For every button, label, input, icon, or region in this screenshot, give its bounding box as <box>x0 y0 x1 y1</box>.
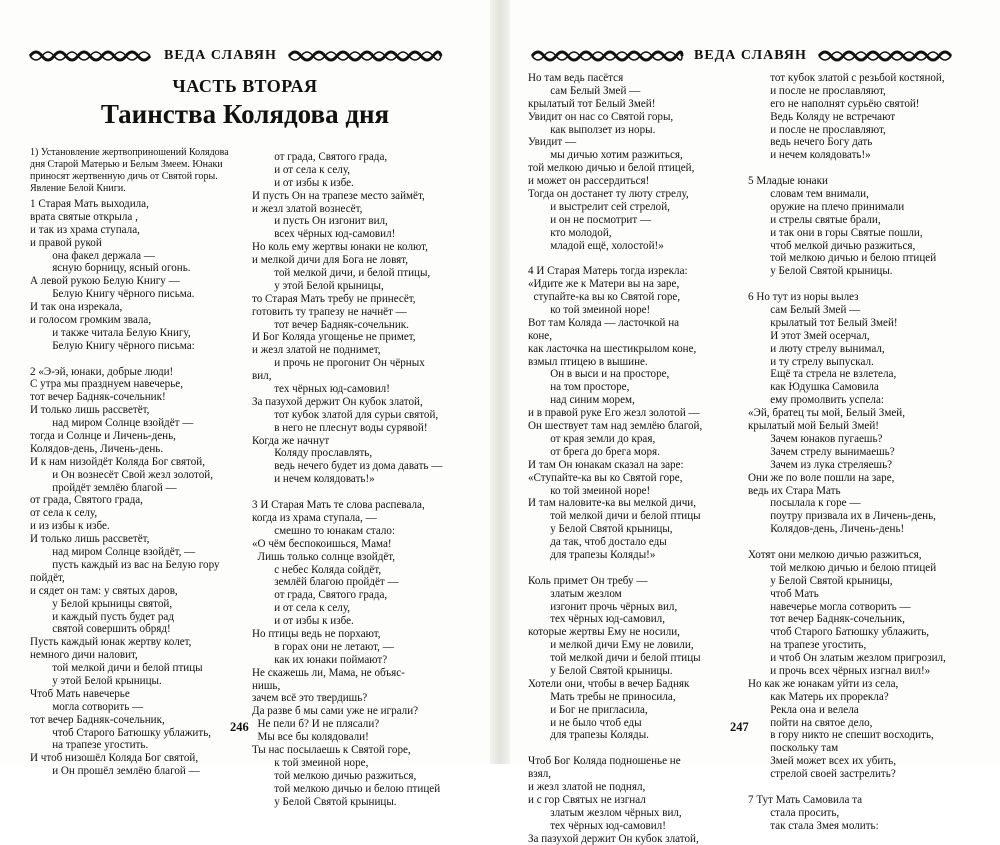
verse-line: 4 И Старая Матерь тогда изрекла: <box>528 265 688 278</box>
verse-line: Зачем юнаков пугаешь? <box>748 432 883 445</box>
verse-line: в горах они не летают, — <box>252 640 394 653</box>
verse-line: от брега до брега моря. <box>528 445 660 458</box>
verse-line: у этой Белой крыницы. <box>30 674 162 687</box>
verse-line: ко той змеиной норе! <box>528 304 651 317</box>
verse-line: Змей может всех их убить, <box>748 755 897 768</box>
verse-line: и чтоб Он златым жезлом пригрозил, <box>748 652 946 665</box>
verse-line: от града, Святого града, <box>252 589 388 602</box>
verse-line <box>528 562 702 575</box>
verse-line: «Эй, братец ты мой, Белый Змей, <box>748 407 905 420</box>
verse-line: 1 Старая Мать выходила, <box>30 198 149 210</box>
verse-line: землёй благою пройдёт — <box>252 576 399 589</box>
verse-line: Он в выси и на просторе, <box>528 368 670 381</box>
running-header-title: ВЕДА СЛАВЯН <box>694 48 807 63</box>
verse-line: Тогда он достанет ту люту стрелу, <box>528 188 689 201</box>
verse-line: Колядов-день, Личень-день! <box>748 523 905 536</box>
verse-line: ясную борницу, ясный огонь. <box>30 262 191 275</box>
verse-line: навечерье могла сотворить — <box>748 600 911 613</box>
verse-line: от села к селу, <box>30 507 98 520</box>
verse-line: И Бог Коляда угощенье не примет, <box>252 331 416 344</box>
verse-line: И там наловите-ка вы мелкой дичи, <box>528 497 696 510</box>
verse-line: и от избы к избе. <box>252 615 354 628</box>
verse-line: златым жезлом <box>528 587 622 600</box>
verse-line: крылатый тот Белый Змей! <box>748 316 898 329</box>
verse-line: оружие на плечо принимали <box>748 200 905 213</box>
verse-line: и Бог не пригласила, <box>528 703 648 716</box>
verse-line: и жезл златой вознесёт, <box>252 202 363 215</box>
verse-line: 7 Тут Мать Самовила та <box>748 793 863 806</box>
verse-line: Зачем из лука стреляешь? <box>748 458 893 471</box>
left-page <box>0 0 490 808</box>
verse-line: чтоб Старого Батюшку ублажить, <box>30 726 212 739</box>
verse-line: и после не прославляют, <box>748 123 886 136</box>
verse-line: той мелкой дичи, и белой птицы, <box>252 267 431 280</box>
verse-line: поскольку там <box>748 742 839 755</box>
verse-line: изгонит прочь чёрных вил, <box>528 600 678 613</box>
verse-line: и после не прославляют, <box>748 84 886 97</box>
verse-line: златым жезлом чёрных вил, <box>528 806 682 819</box>
verse-line: мы дичью хотим разжиться, <box>528 149 683 162</box>
verse-line: на том просторе, <box>528 381 630 394</box>
verse-line: Он шествует там над землёю благой, <box>528 420 703 433</box>
verse-line: приносят жертвенную дичь от Святой горы. <box>30 170 218 182</box>
verse-line: Хотели они, чтобы в вечер Бадняк <box>528 677 690 690</box>
right-page-column-1 <box>528 72 702 845</box>
verse-line: стрелой своей застрелить? <box>748 768 896 781</box>
verse-line: пусть каждый из вас на Белую гору <box>30 558 220 571</box>
verse-line: и голосом громким звала, <box>30 314 152 327</box>
verse-line: пойти на святое дело, <box>748 716 873 729</box>
verse-line: у Белой Святой крыницы, <box>528 523 673 536</box>
verse-line: той мелкою дичью и белою птицей <box>748 561 937 574</box>
verse-line: и выстрелит сей стрелой, <box>528 200 670 213</box>
verse-line: она факел держала — <box>30 249 155 262</box>
verse-line: взмыл птицею в вышине. <box>528 355 648 368</box>
verse-line: той мелкою дичью и белою птицей <box>252 782 441 795</box>
verse-line: и он не посмотрит — <box>528 213 652 226</box>
verse-line: Увидит — <box>528 136 577 149</box>
verse-line: ведь нечего будет из дома давать — <box>252 460 443 473</box>
verse-line: С утра мы празднуем навечерье, <box>30 378 183 391</box>
verse-line: Мы все бы колядовали! <box>252 731 369 744</box>
verse-line: 6 Но тут из норы вылез <box>748 291 859 304</box>
ornament-left-icon <box>528 46 686 66</box>
verse-line: За пазухой держит Он кубок златой, <box>252 395 423 408</box>
verse-line: Они же по воле пошли на заре, <box>748 471 895 484</box>
verse-line: над синим морем, <box>528 394 635 407</box>
verse-line: его не наполнят сурьёю святой! <box>748 97 920 110</box>
verse-line: ступайте-ка вы ко Святой горе, <box>528 291 681 304</box>
running-header-title: ВЕДА СЛАВЯН <box>164 48 277 63</box>
verse-line: так стала Змея молить: <box>748 819 879 832</box>
verse-line: ко той змеиной норе! <box>528 484 651 497</box>
verse-line: как Юдушка Самовила <box>748 381 879 394</box>
verse-line: и мелкой дичи Ему не ловили, <box>528 639 694 652</box>
chapter-synopsis <box>30 147 229 195</box>
verse-line: над миром Солнце взойдёт, — <box>30 546 196 559</box>
verse-line: как выползет из норы. <box>528 123 656 136</box>
verse-line: и жезл златой не поднимет, <box>252 344 381 357</box>
left-running-header <box>26 44 445 68</box>
verse-line: Хотят они мелкою дичью разжиться, <box>748 548 922 561</box>
verse-line: и ту стрелу выпускал. <box>748 355 874 368</box>
verse-line: Явление Белой Книги. <box>30 182 126 194</box>
verse-line: у этой Белой крыницы, <box>252 279 384 292</box>
verse-line: И к нам низойдёт Коляда Бог святой, <box>30 455 206 468</box>
verse-line: тот вечер Бадняк-сочельник! <box>30 391 166 404</box>
verse-line: нишь, <box>252 679 281 692</box>
verse-line: с небес Коляда сойдёт, <box>252 563 382 576</box>
verse-line: врата святые открыла , <box>30 210 138 223</box>
ornament-right-icon <box>285 46 445 66</box>
verse-line: тот кубок златой с резьбой костяной, <box>748 72 945 84</box>
verse-line: чтоб мелкой дичью разжиться, <box>748 239 916 252</box>
verse-line: на трапезе угостить, <box>748 639 867 652</box>
verse-line: к той змеиной норе, <box>252 756 369 769</box>
verse-line: и люту стрелу вынимал, <box>748 342 885 355</box>
verse-line: «О чём беспокоишься, Мама! <box>252 537 392 550</box>
verse-line: зачем всё это твердишь? <box>252 692 368 705</box>
verse-line <box>748 781 946 794</box>
verse-line <box>528 742 702 755</box>
verse-line: и прочь всех чёрных изгнал вил!» <box>748 664 931 677</box>
verse-line: и может он рассердиться! <box>528 175 650 188</box>
verse-line: тех чёрных юд-самовил! <box>528 819 666 832</box>
verse-line: у Белой Святой крыницы, <box>748 574 893 587</box>
right-page <box>510 0 1000 845</box>
verse-line: За пазухой держит Он кубок златой, <box>528 832 699 845</box>
verse-line: чтоб Старого Батюшку ублажить, <box>748 626 930 639</box>
verse-line: и из избы к избе. <box>30 520 110 533</box>
verse-line <box>528 252 702 265</box>
verse-line: и также читала Белую Книгу, <box>30 326 191 339</box>
verse-line: посылала к горе — <box>748 497 861 510</box>
verse-line <box>748 278 946 291</box>
verse-line: для трапезы Коляды. <box>528 729 649 742</box>
verse-line: тех чёрных юд-самовил! <box>252 383 390 396</box>
verse-line: могла сотворить — <box>30 700 144 713</box>
book-gutter <box>490 0 510 764</box>
verse-line: которые жертвы Ему не носили, <box>528 626 680 639</box>
verse-line: и от избы к избе. <box>252 176 354 189</box>
left-page-column-1 <box>30 198 220 778</box>
verse-line: над миром Солнце взойдёт — <box>30 417 194 430</box>
verse-line: Белую Книгу чёрного письма: <box>30 339 195 352</box>
verse-line <box>748 536 946 549</box>
verse-line: И только лишь рассветёт, <box>30 533 150 546</box>
verse-line <box>252 486 442 499</box>
verse-line: и с гор Святых не изгнал <box>528 793 646 806</box>
verse-line: Не пели б? И не плясали? <box>252 718 380 731</box>
verse-line: И там Он юнакам сказал на заре: <box>528 458 684 471</box>
verse-line: вил, <box>252 370 272 383</box>
verse-line: у Белой Святой крыницы. <box>528 664 673 677</box>
verse-line: Белую Книгу чёрного письма. <box>30 288 195 301</box>
verse-line: Да разве б мы сами уже не играли? <box>252 705 419 718</box>
verse-line: как Матерь их прорекла? <box>748 690 889 703</box>
verse-line: той мелкой дичи и белой птицы <box>528 652 701 665</box>
verse-line: Вот там Коляда — ласточкой на <box>528 316 680 329</box>
verse-line: и в правой руке Его жезл золотой — <box>528 407 700 420</box>
verse-line: то Старая Мать требу не принесёт, <box>252 292 416 305</box>
verse-line: ему промолвить успела: <box>748 394 884 407</box>
verse-line: И чтоб низошёл Коляда Бог святой, <box>30 752 199 765</box>
verse-line: и сядет он там: у святых даров, <box>30 584 178 597</box>
verse-line: и так они в горы Святые пошли, <box>748 226 923 239</box>
verse-line: Ещё та стрела не взлетела, <box>748 368 897 381</box>
verse-line: А левой рукою Белую Книгу — <box>30 275 180 288</box>
verse-line: тот вечер Бадняк-сочельник. <box>252 318 409 331</box>
verse-line: Но как же юнакам уйти из села, <box>748 677 899 690</box>
verse-line: Увидит он нас со Святой горы, <box>528 110 674 123</box>
left-page-column-2 <box>252 151 442 808</box>
verse-line: и Он прошёл землёю благой — <box>30 765 200 778</box>
verse-line: Не скажешь ли, Мама, не объяс- <box>252 666 405 679</box>
verse-line: Пусть каждый юнак жертву колет, <box>30 636 192 649</box>
verse-line: И так она изрекала, <box>30 301 123 314</box>
part-title: ЧАСТЬ ВТОРАЯ <box>172 76 318 96</box>
verse-line: Ты нас посылаешь к Святой горе, <box>252 743 411 756</box>
verse-line: Но птицы ведь не порхают, <box>252 627 381 640</box>
verse-line: «Идите же к Матери вы на заре, <box>528 278 680 291</box>
ornament-right-icon <box>815 46 955 66</box>
verse-line: и жезл златой не поднял, <box>528 780 646 793</box>
verse-line: Когда же начнут <box>252 434 330 447</box>
verse-line: всех чёрных юд-самовил! <box>252 228 396 241</box>
verse-line: Ведь Коляду не встречают <box>748 110 896 123</box>
verse-line: да так, чтоб достало еды <box>528 536 667 549</box>
verse-line: святой совершить обряд! <box>30 623 171 636</box>
verse-line: И этот Змей осерчал, <box>748 329 870 342</box>
verse-line: тот кубок златой для сурьи святой, <box>252 408 439 421</box>
verse-line <box>30 353 220 366</box>
verse-line: и от села к селу, <box>252 163 351 176</box>
right-running-header <box>528 44 955 68</box>
verse-line: ведь нечего Богу дать <box>748 136 873 149</box>
verse-line: сам Белый Змей — <box>528 84 641 97</box>
ornament-left-icon <box>26 46 156 66</box>
verse-line: на трапезе угостить. <box>30 739 149 752</box>
verse-line: у Белой крыницы святой, <box>30 597 173 610</box>
verse-line: той мелкою дичью и белой птицей, <box>528 162 695 175</box>
page-number-left: 246 <box>230 720 249 734</box>
verse-line: у Белой Святой крыницы. <box>252 795 397 808</box>
verse-line: и прочь не прогонит Он чёрных <box>252 357 425 370</box>
verse-line: тот вечер Бадняк-сочельник, <box>748 613 905 626</box>
page-number-right: 247 <box>730 720 749 734</box>
verse-line: и так из храма ступала, <box>30 223 140 236</box>
verse-line: той мелкою дичью и белою птицей <box>748 252 937 265</box>
verse-line: тех чёрных юд-самовил, <box>528 613 665 626</box>
verse-line: взял, <box>528 768 552 781</box>
verse-line: «Ступайте-ка вы ко Святой горе, <box>528 471 683 484</box>
verse-line: Но там ведь пасётся <box>528 72 624 84</box>
verse-line <box>748 162 946 175</box>
verse-line: и пусть Он изгонит вил, <box>252 215 388 228</box>
verse-line: стала просить, <box>748 806 840 819</box>
verse-line: и нечем колядовать!» <box>252 473 375 486</box>
verse-line: и каждый пусть будет рад <box>30 610 174 623</box>
verse-line: Лишь только солнце взойдёт, <box>252 550 396 563</box>
verse-line: младой ещё, холостой!» <box>528 239 664 252</box>
verse-line: готовить ту трапезу не начнёт — <box>252 305 407 318</box>
verse-line: в него не плеснут воды сурявой! <box>252 421 428 434</box>
chapter-title: Таинства Колядова дня <box>100 99 390 129</box>
verse-line: словам тем внимали, <box>748 188 869 201</box>
verse-line: той мелкой дичи и белой птицы <box>528 510 701 523</box>
verse-line: Зачем стрелу вынимаешь? <box>748 445 895 458</box>
verse-line: Коляду прославлять, <box>252 447 373 460</box>
verse-line: пойдёт, <box>30 571 65 584</box>
right-page-column-2 <box>748 72 946 833</box>
verse-line: Чтоб Мать навечерье <box>30 687 130 700</box>
verse-line: смешно то юнакам стало: <box>252 524 396 537</box>
verse-line: и Он вознесёт Свой жезл золотой, <box>30 468 214 481</box>
verse-line: ведь их Стара Мать <box>748 484 841 497</box>
verse-line: той мелкой дичи и белой птицы <box>30 662 203 675</box>
verse-line: для трапезы Коляды!» <box>528 548 656 561</box>
verse-line: как их юнаки поймают? <box>252 653 388 666</box>
verse-line: Рекла она и велела <box>748 703 859 716</box>
verse-line: 5 Младые юнаки <box>748 175 828 188</box>
verse-line: тот вечер Бадняк-сочельник, <box>30 713 165 726</box>
verse-line: и стрелы святые брали, <box>748 213 881 226</box>
verse-line: Чтоб Бог Коляда подношенье не <box>528 755 681 768</box>
verse-line: и от села к селу, <box>252 602 351 615</box>
verse-line: крылатый мой Белый Змей! <box>748 420 879 433</box>
verse-line: как ласточка на шестикрылом коне, <box>528 342 697 355</box>
verse-line: и мелкой дичи для Бога не ловят, <box>252 254 409 267</box>
verse-line: в гору никто не спешит восходить, <box>748 729 934 742</box>
verse-line: и нечем колядовать!» <box>748 149 871 162</box>
verse-line: и правой рукой <box>30 236 102 249</box>
verse-line: Колядов-день, Личень-день. <box>30 442 164 455</box>
verse-line: тогда и Солнце и Личень-день, <box>30 430 176 443</box>
verse-line: И только лишь рассветёт, <box>30 404 150 417</box>
verse-line: крылатый тот Белый Змей! <box>528 97 656 110</box>
verse-line: от града, Святого града, <box>30 494 143 507</box>
verse-line: когда из храма ступала, — <box>252 511 377 524</box>
verse-line: Но коль ему жертвы юнаки не колют, <box>252 241 428 254</box>
verse-line: Коль примет Он требу — <box>528 574 648 587</box>
verse-line: 2 «Э-эй, юнаки, добрые люди! <box>30 365 174 378</box>
verse-line: от края земли до края, <box>528 432 656 445</box>
verse-line: коне, <box>528 329 553 342</box>
verse-line: сам Белый Змей — <box>748 304 861 317</box>
verse-line: кто молодой, <box>528 226 612 239</box>
verse-line: 1) Установление жертвоприношений Колядова <box>30 147 229 158</box>
verse-line: 3 И Старая Мать те слова распевала, <box>252 499 425 512</box>
verse-line: немного дичи наловит, <box>30 649 138 662</box>
verse-line: от града, Святого града, <box>252 151 388 163</box>
verse-line: у Белой Святой крыницы. <box>748 265 893 278</box>
verse-line: и не было чтоб еды <box>528 716 642 729</box>
verse-line: И пусть Он на трапезе место займёт, <box>252 189 425 202</box>
verse-line: поутру призвала их в Личень-день, <box>748 510 936 523</box>
verse-line: дня Старой Матерью и Белым Змеем. Юнаки <box>30 158 223 170</box>
verse-line: той мелкою дичью разжиться, <box>252 769 417 782</box>
verse-line: Мать требы не приносила, <box>528 690 676 703</box>
verse-line: чтоб Мать <box>748 587 819 600</box>
verse-line: пройдёт землёю благой — <box>30 481 177 494</box>
